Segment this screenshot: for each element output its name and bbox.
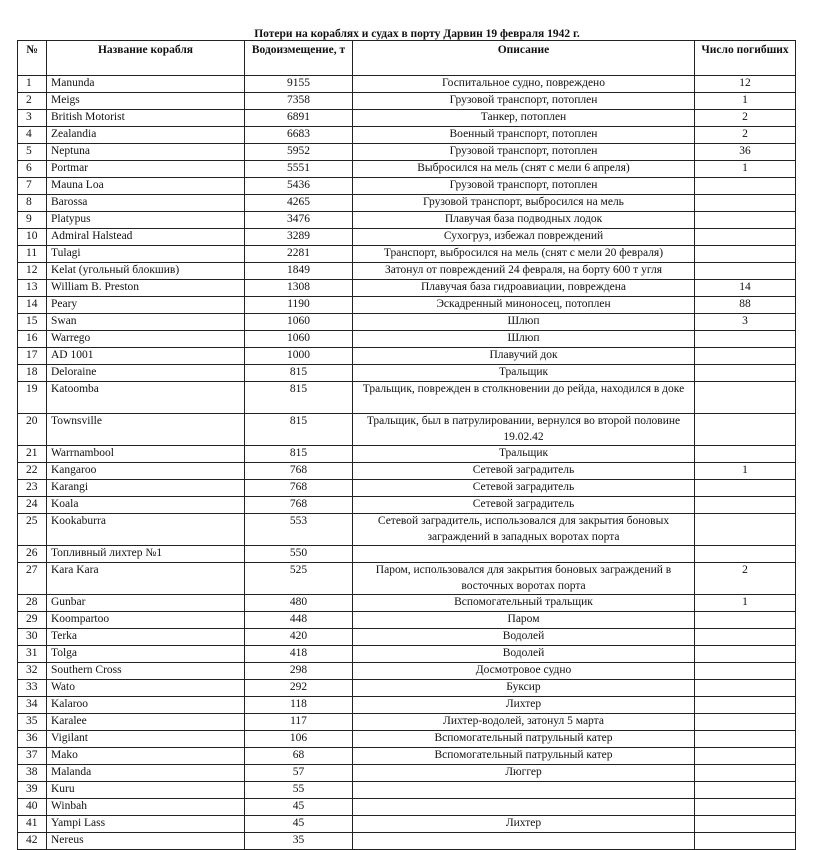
cell-casualties [695,782,796,799]
cell-ship-name: Admiral Halstead [47,229,245,246]
cell-casualties: 88 [695,297,796,314]
cell-displacement: 2281 [245,246,353,263]
table-row [18,595,796,612]
cell-casualties [695,731,796,748]
cell-ship-name: Kuru [47,782,245,799]
cell-description [353,546,695,563]
cell-casualties: 1 [695,463,796,480]
table-row [18,127,796,144]
cell-ship-name: Kangaroo [47,463,245,480]
table-row [18,93,796,110]
cell-displacement: 815 [245,365,353,382]
cell-num: 37 [18,748,47,765]
cell-displacement: 1190 [245,297,353,314]
cell-description: Грузовой транспорт, потоплен [353,178,695,195]
cell-displacement: 45 [245,799,353,816]
cell-description: Сетевой заградитель [353,480,695,497]
cell-displacement: 7358 [245,93,353,110]
cell-num: 33 [18,680,47,697]
cell-casualties [695,178,796,195]
cell-num: 18 [18,365,47,382]
table-row [18,161,796,178]
cell-description [353,782,695,799]
cell-ship-name: Warrego [47,331,245,348]
cell-num: 4 [18,127,47,144]
cell-description: Сетевой заградитель, использовался для закрытия боновых заграждений в западных воротах порта [353,514,695,546]
header-num: № [18,41,47,76]
cell-description: Лихтер [353,697,695,714]
table-row [18,697,796,714]
cell-description: Затонул от повреждений 24 февраля, на борту 600 т угля [353,263,695,280]
cell-displacement: 480 [245,595,353,612]
cell-displacement: 6683 [245,127,353,144]
cell-casualties: 12 [695,76,796,93]
cell-displacement: 57 [245,765,353,782]
table-row [18,195,796,212]
cell-casualties: 2 [695,563,796,595]
page-title: Потери на кораблях и судах в порту Дарвин 19 февраля 1942 г. [254,28,580,40]
cell-description: Досмотровое судно [353,663,695,680]
table-row [18,280,796,297]
cell-ship-name: Tolga [47,646,245,663]
cell-num: 38 [18,765,47,782]
cell-num: 22 [18,463,47,480]
table-row [18,782,796,799]
table-row [18,514,796,546]
cell-casualties [695,246,796,263]
cell-num: 30 [18,629,47,646]
cell-displacement: 6891 [245,110,353,127]
cell-description: Тральщик, был в патрулировании, вернулся во второй половине 19.02.42 [353,414,695,446]
table-row [18,446,796,463]
cell-casualties: 2 [695,127,796,144]
cell-description: Люггер [353,765,695,782]
table-row [18,748,796,765]
cell-displacement: 5436 [245,178,353,195]
cell-displacement: 553 [245,514,353,546]
cell-num: 41 [18,816,47,833]
cell-casualties [695,446,796,463]
cell-description: Буксир [353,680,695,697]
cell-num: 3 [18,110,47,127]
cell-casualties [695,365,796,382]
cell-displacement: 45 [245,816,353,833]
cell-description: Паром, использовался для закрытия боновых заграждений в восточных воротах порта [353,563,695,595]
cell-ship-name: Manunda [47,76,245,93]
cell-ship-name: Zealandia [47,127,245,144]
cell-num: 13 [18,280,47,297]
table-row [18,680,796,697]
cell-displacement: 525 [245,563,353,595]
cell-displacement: 5952 [245,144,353,161]
cell-casualties [695,833,796,850]
header-description: Описание [353,41,695,76]
cell-casualties [695,514,796,546]
cell-description: Вспомогательный тральщик [353,595,695,612]
cell-num: 31 [18,646,47,663]
cell-ship-name: Топливный лихтер №1 [47,546,245,563]
table-row [18,629,796,646]
cell-ship-name: Neptuna [47,144,245,161]
table-row [18,463,796,480]
cell-casualties [695,480,796,497]
cell-num: 39 [18,782,47,799]
cell-displacement: 550 [245,546,353,563]
cell-ship-name: Katoomba [47,382,245,414]
table-row [18,331,796,348]
table-row [18,144,796,161]
cell-displacement: 1849 [245,263,353,280]
cell-ship-name: Kelat (угольный блокшив) [47,263,245,280]
cell-casualties [695,629,796,646]
cell-casualties: 1 [695,595,796,612]
header-casualties: Число погибших [695,41,796,76]
cell-casualties [695,263,796,280]
table-row [18,348,796,365]
cell-description: Плавучая база гидроавиации, повреждена [353,280,695,297]
cell-description: Тральщик, поврежден в столкновении до рейда, находился в доке [353,382,695,414]
cell-description: Грузовой транспорт, выбросился на мель [353,195,695,212]
table-row [18,612,796,629]
cell-ship-name: Vigilant [47,731,245,748]
table-row [18,229,796,246]
cell-ship-name: Nereus [47,833,245,850]
cell-ship-name: Tulagi [47,246,245,263]
cell-description: Эскадренный миноносец, потоплен [353,297,695,314]
cell-num: 15 [18,314,47,331]
cell-casualties [695,612,796,629]
cell-num: 1 [18,76,47,93]
cell-displacement: 106 [245,731,353,748]
cell-casualties [695,646,796,663]
cell-displacement: 3476 [245,212,353,229]
cell-ship-name: Barossa [47,195,245,212]
cell-description: Военный транспорт, потоплен [353,127,695,144]
cell-ship-name: Mauna Loa [47,178,245,195]
cell-num: 6 [18,161,47,178]
table-row [18,246,796,263]
cell-description: Транспорт, выбросился на мель (снят с мели 20 февраля) [353,246,695,263]
cell-displacement: 768 [245,463,353,480]
cell-num: 24 [18,497,47,514]
cell-description: Лихтер [353,816,695,833]
table-row [18,382,796,414]
table-row [18,646,796,663]
cell-num: 42 [18,833,47,850]
cell-casualties: 2 [695,110,796,127]
cell-description: Водолей [353,646,695,663]
cell-num: 23 [18,480,47,497]
cell-description: Грузовой транспорт, потоплен [353,144,695,161]
cell-num: 21 [18,446,47,463]
losses-table [17,40,796,850]
cell-num: 20 [18,414,47,446]
cell-description: Тральщик [353,365,695,382]
cell-displacement: 815 [245,414,353,446]
table-row [18,816,796,833]
cell-displacement: 1308 [245,280,353,297]
cell-description: Сухогруз, избежал повреждений [353,229,695,246]
table-row [18,546,796,563]
cell-description: Плавучий док [353,348,695,365]
cell-displacement: 1060 [245,331,353,348]
cell-num: 8 [18,195,47,212]
cell-description: Водолей [353,629,695,646]
cell-ship-name: Kalaroo [47,697,245,714]
cell-displacement: 35 [245,833,353,850]
cell-casualties: 36 [695,144,796,161]
cell-ship-name: Deloraine [47,365,245,382]
cell-displacement: 68 [245,748,353,765]
table-body [18,76,796,850]
table-row [18,714,796,731]
table-row [18,497,796,514]
cell-description: Шлюп [353,331,695,348]
cell-description: Вспомогательный патрульный катер [353,748,695,765]
cell-description: Тральщик [353,446,695,463]
cell-displacement: 9155 [245,76,353,93]
cell-num: 29 [18,612,47,629]
cell-displacement: 292 [245,680,353,697]
cell-displacement: 298 [245,663,353,680]
table-row [18,833,796,850]
cell-casualties [695,799,796,816]
cell-description: Выбросился на мель (снят с мели 6 апреля) [353,161,695,178]
cell-casualties: 1 [695,161,796,178]
cell-displacement: 4265 [245,195,353,212]
cell-ship-name: Karalee [47,714,245,731]
cell-description [353,833,695,850]
cell-num: 11 [18,246,47,263]
cell-ship-name: Mako [47,748,245,765]
cell-displacement: 448 [245,612,353,629]
table-row [18,765,796,782]
cell-ship-name: Terka [47,629,245,646]
cell-description: Госпитальное судно, повреждено [353,76,695,93]
cell-ship-name: Karangi [47,480,245,497]
cell-num: 34 [18,697,47,714]
cell-ship-name: Warrnambool [47,446,245,463]
table-row [18,314,796,331]
cell-num: 28 [18,595,47,612]
cell-num: 17 [18,348,47,365]
cell-num: 19 [18,382,47,414]
cell-description: Лихтер-водолей, затонул 5 марта [353,714,695,731]
table-row [18,563,796,595]
cell-casualties [695,382,796,414]
cell-casualties [695,229,796,246]
cell-ship-name: Meigs [47,93,245,110]
cell-displacement: 768 [245,497,353,514]
cell-num: 25 [18,514,47,546]
cell-casualties [695,195,796,212]
table-row [18,178,796,195]
cell-description: Грузовой транспорт, потоплен [353,93,695,110]
cell-ship-name: Platypus [47,212,245,229]
cell-casualties [695,663,796,680]
cell-description: Шлюп [353,314,695,331]
table-row [18,731,796,748]
cell-description: Паром [353,612,695,629]
cell-casualties [695,765,796,782]
cell-num: 16 [18,331,47,348]
cell-num: 12 [18,263,47,280]
table-row [18,110,796,127]
header-name: Название корабля [47,41,245,76]
cell-num: 35 [18,714,47,731]
table-header-row [18,41,796,76]
cell-ship-name: William B. Preston [47,280,245,297]
cell-ship-name: Yampi Lass [47,816,245,833]
cell-description: Плавучая база подводных лодок [353,212,695,229]
cell-displacement: 55 [245,782,353,799]
cell-ship-name: Koala [47,497,245,514]
cell-casualties [695,697,796,714]
cell-num: 9 [18,212,47,229]
cell-casualties [695,497,796,514]
cell-casualties: 1 [695,93,796,110]
cell-displacement: 815 [245,446,353,463]
cell-displacement: 3289 [245,229,353,246]
cell-ship-name: Koompartoo [47,612,245,629]
cell-casualties [695,680,796,697]
cell-displacement: 815 [245,382,353,414]
cell-displacement: 117 [245,714,353,731]
cell-num: 14 [18,297,47,314]
cell-ship-name: Townsville [47,414,245,446]
cell-displacement: 5551 [245,161,353,178]
cell-ship-name: Wato [47,680,245,697]
cell-num: 5 [18,144,47,161]
cell-description: Танкер, потоплен [353,110,695,127]
cell-num: 36 [18,731,47,748]
cell-ship-name: Gunbar [47,595,245,612]
cell-ship-name: Malanda [47,765,245,782]
cell-displacement: 420 [245,629,353,646]
cell-num: 32 [18,663,47,680]
cell-displacement: 418 [245,646,353,663]
cell-num: 2 [18,93,47,110]
cell-description: Сетевой заградитель [353,463,695,480]
cell-num: 26 [18,546,47,563]
table-row [18,799,796,816]
cell-num: 10 [18,229,47,246]
cell-description: Вспомогательный патрульный катер [353,731,695,748]
table-row [18,480,796,497]
header-displacement: Водоизмещение, т [245,41,353,76]
cell-displacement: 1060 [245,314,353,331]
cell-num: 7 [18,178,47,195]
cell-displacement: 118 [245,697,353,714]
cell-num: 40 [18,799,47,816]
cell-ship-name: Kara Kara [47,563,245,595]
table-row [18,212,796,229]
cell-ship-name: Swan [47,314,245,331]
table-row [18,414,796,446]
cell-casualties [695,816,796,833]
table-row [18,365,796,382]
table-row [18,297,796,314]
table-row [18,263,796,280]
cell-ship-name: Southern Cross [47,663,245,680]
cell-casualties: 3 [695,314,796,331]
cell-casualties [695,348,796,365]
cell-casualties [695,714,796,731]
table-row [18,663,796,680]
cell-ship-name: Peary [47,297,245,314]
cell-displacement: 1000 [245,348,353,365]
cell-num: 27 [18,563,47,595]
cell-casualties: 14 [695,280,796,297]
cell-description [353,799,695,816]
cell-casualties [695,414,796,446]
cell-ship-name: Winbah [47,799,245,816]
cell-casualties [695,212,796,229]
cell-ship-name: AD 1001 [47,348,245,365]
cell-casualties [695,546,796,563]
cell-casualties [695,331,796,348]
cell-ship-name: Portmar [47,161,245,178]
cell-ship-name: Kookaburra [47,514,245,546]
cell-displacement: 768 [245,480,353,497]
table-row [18,76,796,93]
cell-description: Сетевой заградитель [353,497,695,514]
cell-casualties [695,748,796,765]
cell-ship-name: British Motorist [47,110,245,127]
